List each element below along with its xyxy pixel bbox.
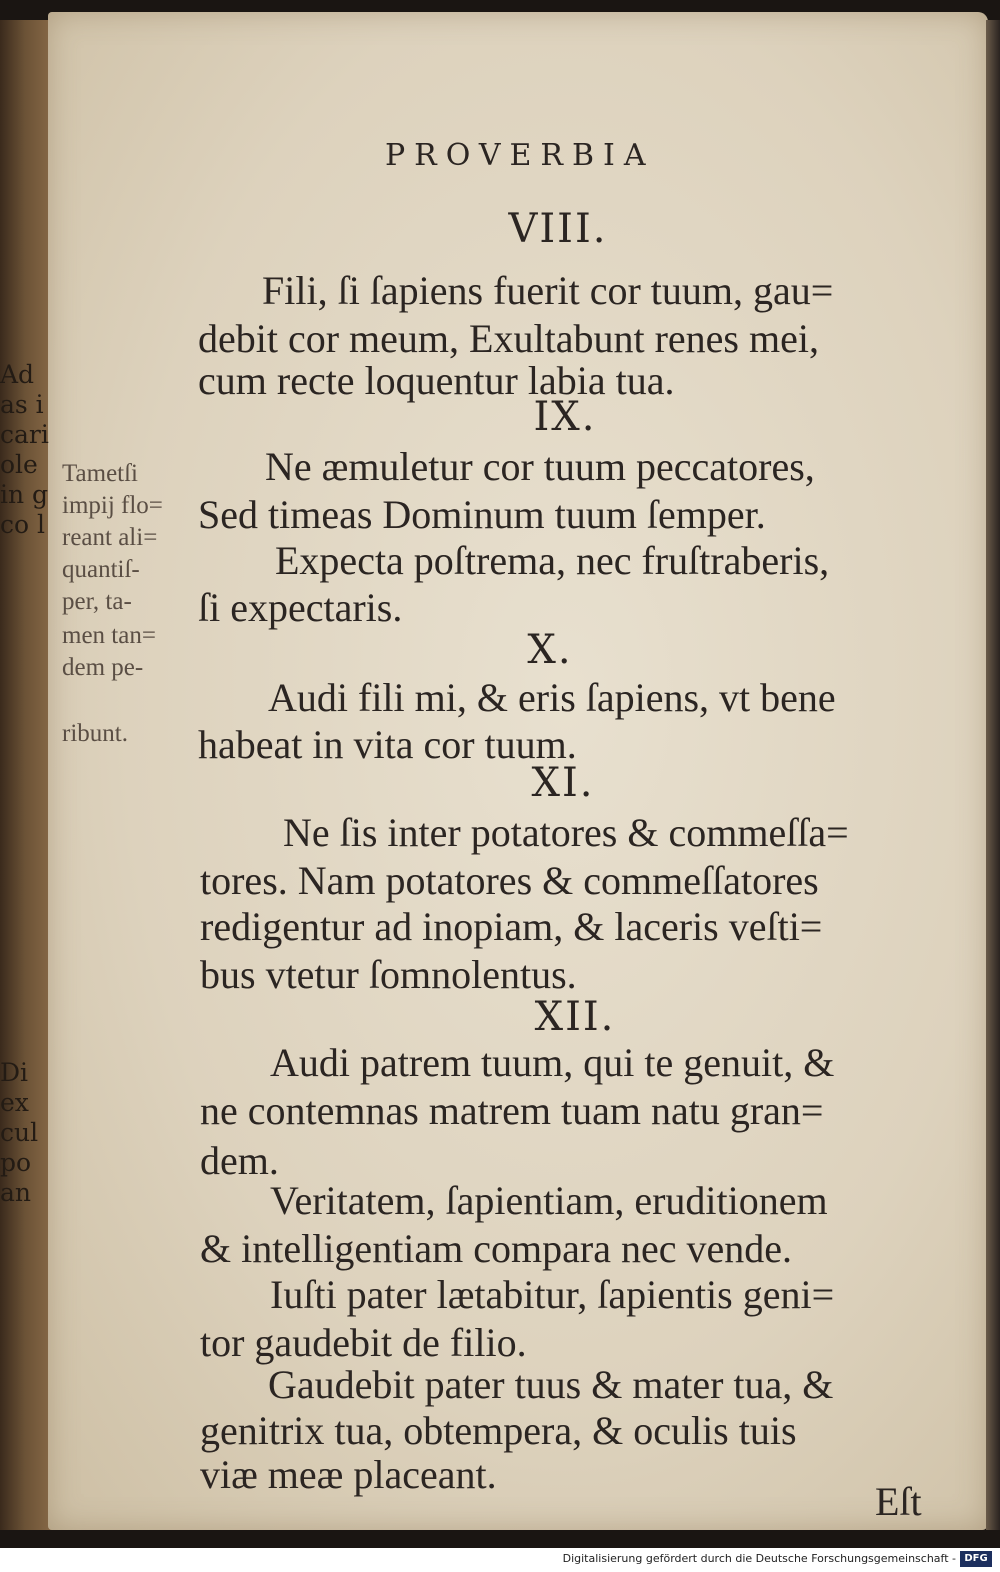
section-number: XI. bbox=[531, 760, 595, 806]
text-line: redigentur ad inopiam, & laceris veſti= bbox=[200, 904, 823, 949]
left-page-fragment: in g bbox=[0, 480, 49, 509]
text-line: ſi expectaris. bbox=[198, 585, 403, 630]
left-page-fragment: ex bbox=[0, 1088, 29, 1117]
left-page-fragment: po bbox=[0, 1148, 32, 1177]
text-line: dem. bbox=[200, 1138, 279, 1183]
left-page-fragment: co l bbox=[0, 510, 45, 539]
margin-note-line: men tan= bbox=[62, 622, 156, 649]
text-line: Iuſti pater lætabitur, ſapientis geni= bbox=[270, 1272, 835, 1317]
footer-credit: Digitalisierung gefördert durch die Deutsche Forschungsgemeinschaft - bbox=[562, 1552, 956, 1565]
section-number: X. bbox=[527, 627, 573, 673]
margin-note-line: dem pe- bbox=[62, 654, 144, 681]
text-line: ne contemnas matrem tuam natu gran= bbox=[200, 1088, 824, 1133]
margin-note-line: quantiſ- bbox=[62, 556, 140, 583]
section-number: IX. bbox=[533, 394, 597, 440]
text-line: Ne æmuletur cor tuum peccatores, bbox=[265, 444, 815, 489]
text-line: Expecta poſtrema, nec fruſtraberis, bbox=[275, 538, 830, 583]
text-line: Ne ſis inter potatores & commeſſa= bbox=[283, 810, 849, 855]
left-page-fragment: an bbox=[0, 1178, 32, 1207]
margin-note-line: per, ta- bbox=[62, 588, 132, 615]
running-head: PROVERBIA bbox=[385, 138, 655, 173]
text-line: bus vtetur ſomnolentus. bbox=[200, 952, 577, 997]
right-page-edge bbox=[986, 20, 1000, 1530]
section-number: XII. bbox=[534, 994, 616, 1040]
text-line: viæ meæ placeant. bbox=[200, 1452, 497, 1497]
section-number: VIII. bbox=[508, 206, 608, 252]
margin-note-line: reant ali= bbox=[62, 524, 158, 551]
left-page-fragment: ole bbox=[0, 450, 38, 479]
left-page-fragment: as i bbox=[0, 390, 44, 419]
catchword: Eſt bbox=[875, 1479, 922, 1524]
left-page-fragment: Di bbox=[0, 1058, 29, 1087]
left-page-edge bbox=[0, 20, 55, 1530]
text-line: habeat in vita cor tuum. bbox=[198, 722, 577, 767]
margin-note-line: ribunt. bbox=[62, 720, 128, 747]
text-line: genitrix tua, obtempera, & oculis tuis bbox=[200, 1408, 797, 1453]
text-line: debit cor meum, Exultabunt renes mei, bbox=[198, 316, 819, 361]
left-page-fragment: cari bbox=[0, 420, 49, 449]
text-line: tor gaudebit de filio. bbox=[200, 1320, 527, 1365]
left-page-fragment: Ad bbox=[0, 360, 35, 389]
text-line: Audi fili mi, & eris ſapiens, vt bene bbox=[268, 675, 836, 720]
text-line: Veritatem, ſapientiam, eruditionem bbox=[270, 1178, 828, 1223]
footer-bar bbox=[0, 1548, 1000, 1572]
text-line: Gaudebit pater tuus & mater tua, & bbox=[268, 1362, 834, 1407]
margin-note-line: impij flo= bbox=[62, 492, 163, 519]
margin-note-line: Tametſi bbox=[62, 460, 139, 487]
text-line: & intelligentiam compara nec vende. bbox=[200, 1226, 792, 1271]
text-line: Sed timeas Dominum tuum ſemper. bbox=[198, 492, 766, 537]
text-line: cum recte loquentur labia tua. bbox=[198, 358, 675, 403]
text-line: Fili, ſi ſapiens fuerit cor tuum, gau= bbox=[262, 268, 834, 313]
left-page-fragment: cul bbox=[0, 1118, 39, 1147]
text-line: Audi patrem tuum, qui te genuit, & bbox=[270, 1040, 835, 1085]
dfg-logo: DFG bbox=[960, 1551, 992, 1567]
text-line: tores. Nam potatores & commeſſatores bbox=[200, 858, 819, 903]
